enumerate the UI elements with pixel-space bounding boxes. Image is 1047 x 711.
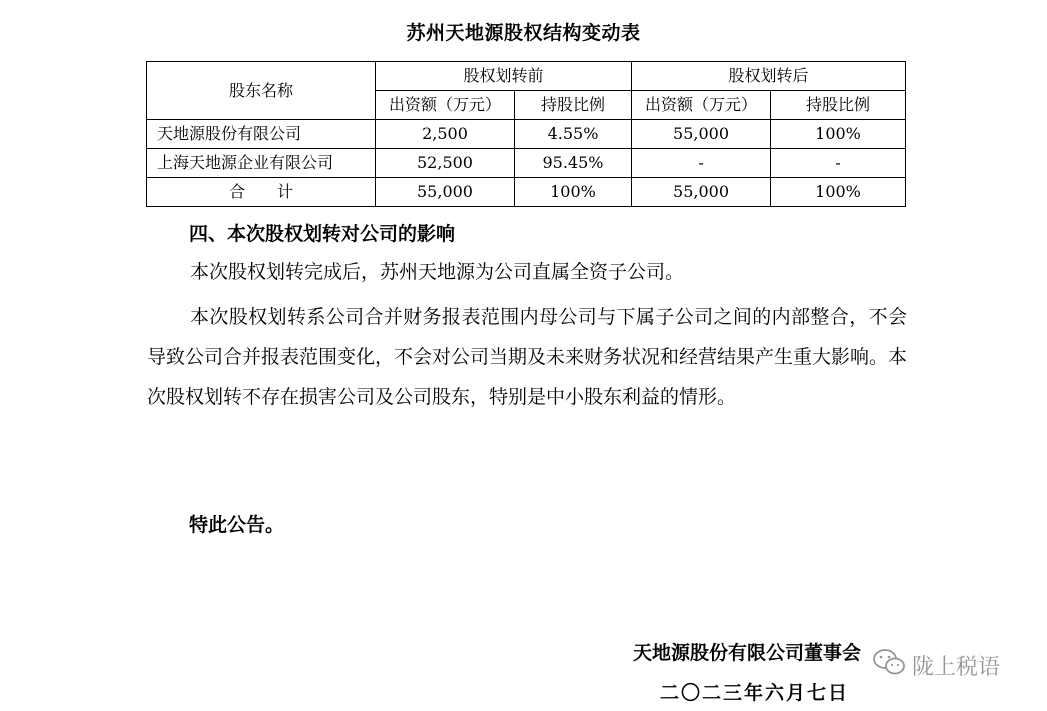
table-row [147,120,906,149]
after-ratio: 100% [771,178,906,207]
after-capital: - [632,149,771,178]
header-after-capital: 出资额（万元） [632,91,771,120]
header-shareholder-name: 股东名称 [147,62,376,120]
paragraph: 本次股权划转完成后，苏州天地源为公司直属全资子公司。 [190,261,685,283]
wechat-icon [872,648,906,682]
header-before-ratio: 持股比例 [515,91,632,120]
total-label: 合 计 [147,178,376,207]
after-capital: 55,000 [632,178,771,207]
after-ratio: - [771,149,906,178]
signature-company: 天地源股份有限公司董事会 [633,642,862,664]
section-heading: 四、本次股权划转对公司的影响 [189,223,456,245]
after-ratio: 100% [771,120,906,149]
header-before-transfer: 股权划转前 [376,62,632,91]
table-title: 苏州天地源股权结构变动表 [406,22,641,44]
before-ratio: 100% [515,178,632,207]
before-capital: 55,000 [376,178,515,207]
header-after-transfer: 股权划转后 [632,62,906,91]
table-header-row [147,62,906,91]
paragraph: 本次股权划转系公司合并财务报表范围内母公司与下属子公司之间的内部整合，不会导致公司合并报表范围变化，不会对公司当期及未来财务状况和经营结果产生重大影响。本次股权划转不存在损害公司及公司股东，特别是中小股东利益的情形。 [147,306,908,408]
shareholder-name: 上海天地源企业有限公司 [147,149,376,178]
shareholder-name: 天地源股份有限公司 [147,120,376,149]
header-after-ratio: 持股比例 [771,91,906,120]
signature-date: 二〇二三年六月七日 [660,682,850,704]
header-before-capital: 出资额（万元） [376,91,515,120]
before-ratio: 4.55% [515,120,632,149]
before-capital: 52,500 [376,149,515,178]
notice-text: 特此公告。 [189,514,285,536]
table-row [147,149,906,178]
after-capital: 55,000 [632,120,771,149]
before-capital: 2,500 [376,120,515,149]
table-total-row [147,178,906,207]
before-ratio: 95.45% [515,149,632,178]
equity-structure-table [146,61,906,207]
watermark [872,648,1000,682]
watermark-text: 陇上税语 [912,654,1001,680]
